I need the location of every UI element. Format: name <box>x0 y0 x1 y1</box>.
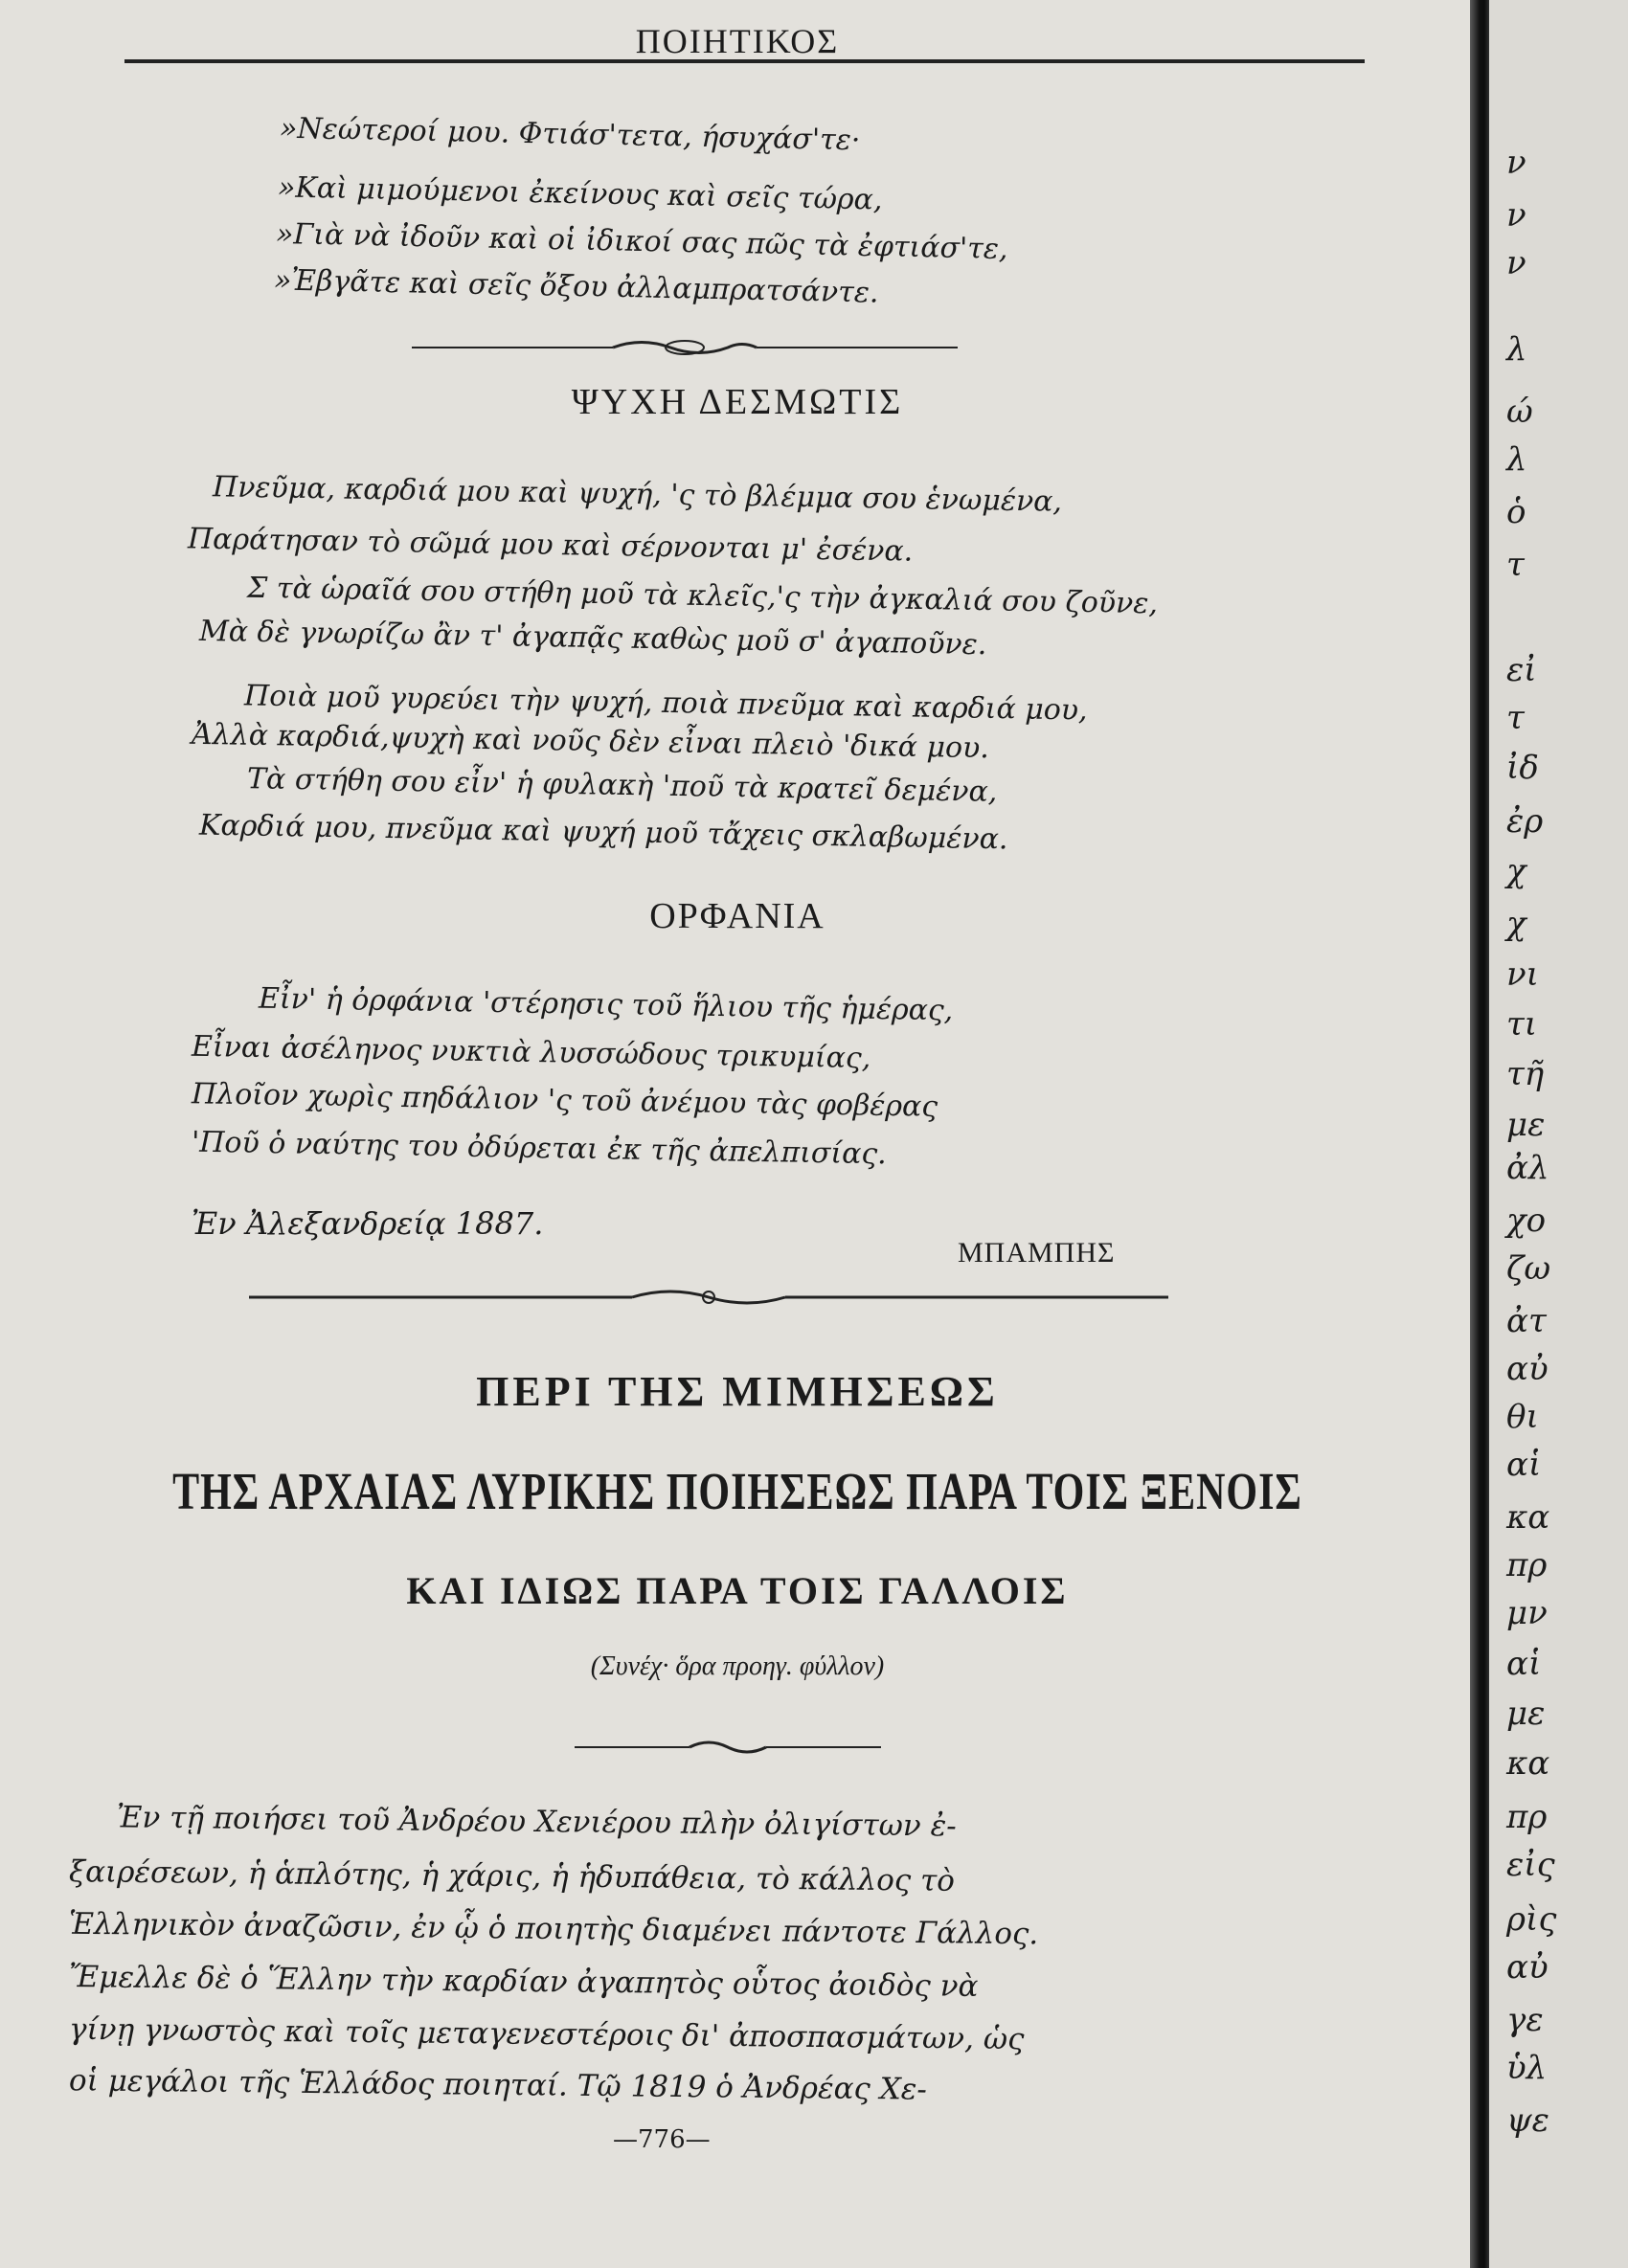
poem-author: ΜΠΑΜΠΗΣ <box>958 1237 1116 1269</box>
place-date: Ἐν Ἀλεξανδρείᾳ 1887. <box>192 1205 544 1242</box>
fragment-line: τι <box>1506 1005 1538 1044</box>
verse-line: »Γιὰ νὰ ἰδοῦν καὶ οἱ ἰδικοί σας πῶς τὰ ἐφτιάσ'τε, <box>275 216 1008 267</box>
article-subtitle: (Συνέχ· ὅρα προηγ. φύλλον) <box>590 1651 885 1681</box>
verse-line: Πνεῦμα, καρδιά μου καὶ ψυχή, 'ς τὸ βλέμμα σου ἑνωμένα, <box>212 470 1063 519</box>
fragment-line: ἐρ <box>1506 802 1544 841</box>
fragment-line: ὑλ <box>1506 2049 1548 2087</box>
fragment-line: ἰδ <box>1506 749 1539 787</box>
body-line: ξαιρέσεων, ἡ ἁπλότης, ἡ χάρις, ἡ ἡδυπάθεια, τὸ κάλλος τὸ <box>68 1854 956 1898</box>
fragment-line: εἰς <box>1506 1846 1555 1884</box>
fragment-line: αἱ <box>1506 1446 1542 1484</box>
fragment-line: τ <box>1506 546 1525 584</box>
body-line: οἱ μεγάλοι τῆς Ἑλλάδος ποιηταί. Τῷ 1819 ὁ Ἀνδρέας Χε- <box>68 2063 928 2107</box>
verse-line: »Καὶ μιμούμενοι ἐκείνους καὶ σεῖς τώρα, <box>277 170 883 217</box>
fragment-line: αἱ <box>1506 1645 1542 1683</box>
fragment-line: ρὶς <box>1506 1900 1557 1939</box>
fragment-line: χ <box>1506 905 1526 943</box>
verse-line: Ποιὰ μοῦ γυρεύει τὴν ψυχή, ποιὰ πνεῦμα καὶ καρδιά μου, <box>243 679 1088 728</box>
fragment-line: αὐ <box>1506 1350 1549 1388</box>
body-line: Ἑλληνικὸν ἀναζῶσιν, ἐν ᾧ ὁ ποιητὴς διαμένει πάντοτε Γάλλος. <box>68 1906 1039 1952</box>
fragment-line: τῆ <box>1506 1055 1545 1093</box>
body-line: Ἔμελλε δὲ ὁ Ἕλλην τὴν καρδίαν ἀγαπητὸς οὗτος ἀοιδὸς νὰ <box>68 1960 979 2004</box>
fragment-line: τ <box>1506 699 1525 737</box>
fragment-line: ἀτ <box>1506 1302 1547 1340</box>
ornament-divider <box>412 333 958 362</box>
verse-line: Εἶν' ἡ ὀρφάνια 'στέρησις τοῦ ἥλιου τῆς ἡμέρας, <box>258 981 954 1028</box>
ornament-divider <box>575 1733 881 1762</box>
running-head: ΠΟΙΗΤΙΚΟΣ <box>635 22 840 60</box>
fragment-line: θι <box>1506 1398 1539 1436</box>
verse-line: »Ἐβγᾶτε καὶ σεῖς ὄξου ἀλλαμπρατσάντε. <box>273 263 879 310</box>
fragment-line: κα <box>1506 1498 1550 1537</box>
fragment-line: γε <box>1506 2001 1544 2039</box>
ornament-divider <box>249 1283 1168 1312</box>
verse-line: Πλοῖον χωρὶς πηδάλιον 'ς τοῦ ἀνέμου τὰς φοβέρας <box>191 1077 938 1124</box>
verse-line: Ἀλλὰ καρδιά,ψυχὴ καὶ νοῦς δὲν εἶναι πλειὸ 'δικά μου. <box>191 717 990 766</box>
verse-line: Παράτησαν τὸ σῶμά μου καὶ σέρνονται μ' ἐσένα. <box>187 522 914 569</box>
verse-line: Καρδιά μου, πνεῦμα καὶ ψυχή μοῦ τἄχεις σκλαβωμένα. <box>198 808 1008 857</box>
article-title: ΚΑΙ ΙΔΙΩΣ ΠΑΡΑ ΤΟΙΣ ΓΑΛΛΟΙΣ <box>406 1569 1069 1612</box>
article-title: ΤΗΣ ΑΡΧΑΙΑΣ ΛΥΡΙΚΗΣ ΠΟΙΗΣΕΩΣ ΠΑΡΑ ΤΟΙΣ ΞΕΝΟΙΣ <box>172 1464 1302 1521</box>
adjacent-page-edge <box>1489 0 1628 2268</box>
verse-line: Τὰ στήθη σου εἶν' ἡ φυλακὴ 'ποῦ τὰ κρατεῖ δεμένα, <box>246 762 998 809</box>
fragment-line: κα <box>1506 1744 1550 1783</box>
header-rule <box>124 59 1365 63</box>
fragment-line: πρ <box>1506 1798 1548 1836</box>
fragment-line: μν <box>1506 1594 1548 1632</box>
fragment-line: ζω <box>1506 1249 1551 1288</box>
fragment-line: λ <box>1506 330 1527 369</box>
fragment-line: με <box>1506 1106 1546 1144</box>
fragment-line: ἀλ <box>1506 1149 1549 1187</box>
verse-line: Εἶναι ἀσέληνος νυκτιὰ λυσσώδους τρικυμίας, <box>191 1029 871 1076</box>
fragment-line: αὐ <box>1506 1948 1549 1987</box>
verse-line: 'Ποῦ ὁ ναύτης του ὀδύρεται ἐκ τῆς ἀπελπισίας. <box>191 1125 888 1172</box>
fragment-line: ώ <box>1506 393 1533 431</box>
fragment-line: ν <box>1506 144 1526 182</box>
verse-line: »Νεώτεροί μου. Φτιάσ'τετα, ήσυχάσ'τε· <box>279 111 861 158</box>
page-number: —776— <box>613 2125 711 2154</box>
fragment-line: ν <box>1506 196 1526 235</box>
fragment-line: χ <box>1506 852 1526 890</box>
fragment-line: ὁ <box>1506 493 1526 531</box>
fragment-line: ν <box>1506 244 1526 282</box>
poem-title: ΟΡΦΑΝΙΑ <box>649 896 825 936</box>
fragment-line: εἰ <box>1506 651 1537 689</box>
fragment-line: νι <box>1506 955 1539 994</box>
fragment-line: ψε <box>1506 2101 1549 2140</box>
fragment-line: με <box>1506 1695 1546 1733</box>
body-line: Ἐν τῇ ποιήσει τοῦ Ἀνδρέου Χενιέρου πλὴν ὀλιγίστων ἐ- <box>116 1800 957 1844</box>
body-line: γίνῃ γνωστὸς καὶ τοῖς μεταγενεστέροις δι' ἀποσπασμάτων, ὡς <box>68 2011 1025 2057</box>
article-title: ΠΕΡΙ ΤΗΣ ΜΙΜΗΣΕΩΣ <box>476 1368 999 1415</box>
verse-line: Σ τὰ ὡραῖά σου στήθη μοῦ τὰ κλεῖς,'ς τὴν ἀγκαλιά σου ζοῦνε, <box>246 571 1159 621</box>
fragment-line: πρ <box>1506 1546 1548 1584</box>
poem-title: ΨΥΧΗ ΔΕΣΜΩΤΙΣ <box>571 382 904 422</box>
verse-line: Μὰ δὲ γνωρίζω ἂν τ' ἀγαπᾷς καθὼς μοῦ σ' ἀγαποῦνε. <box>198 614 987 662</box>
fragment-line: λ <box>1506 440 1527 479</box>
fragment-line: χο <box>1506 1201 1547 1240</box>
